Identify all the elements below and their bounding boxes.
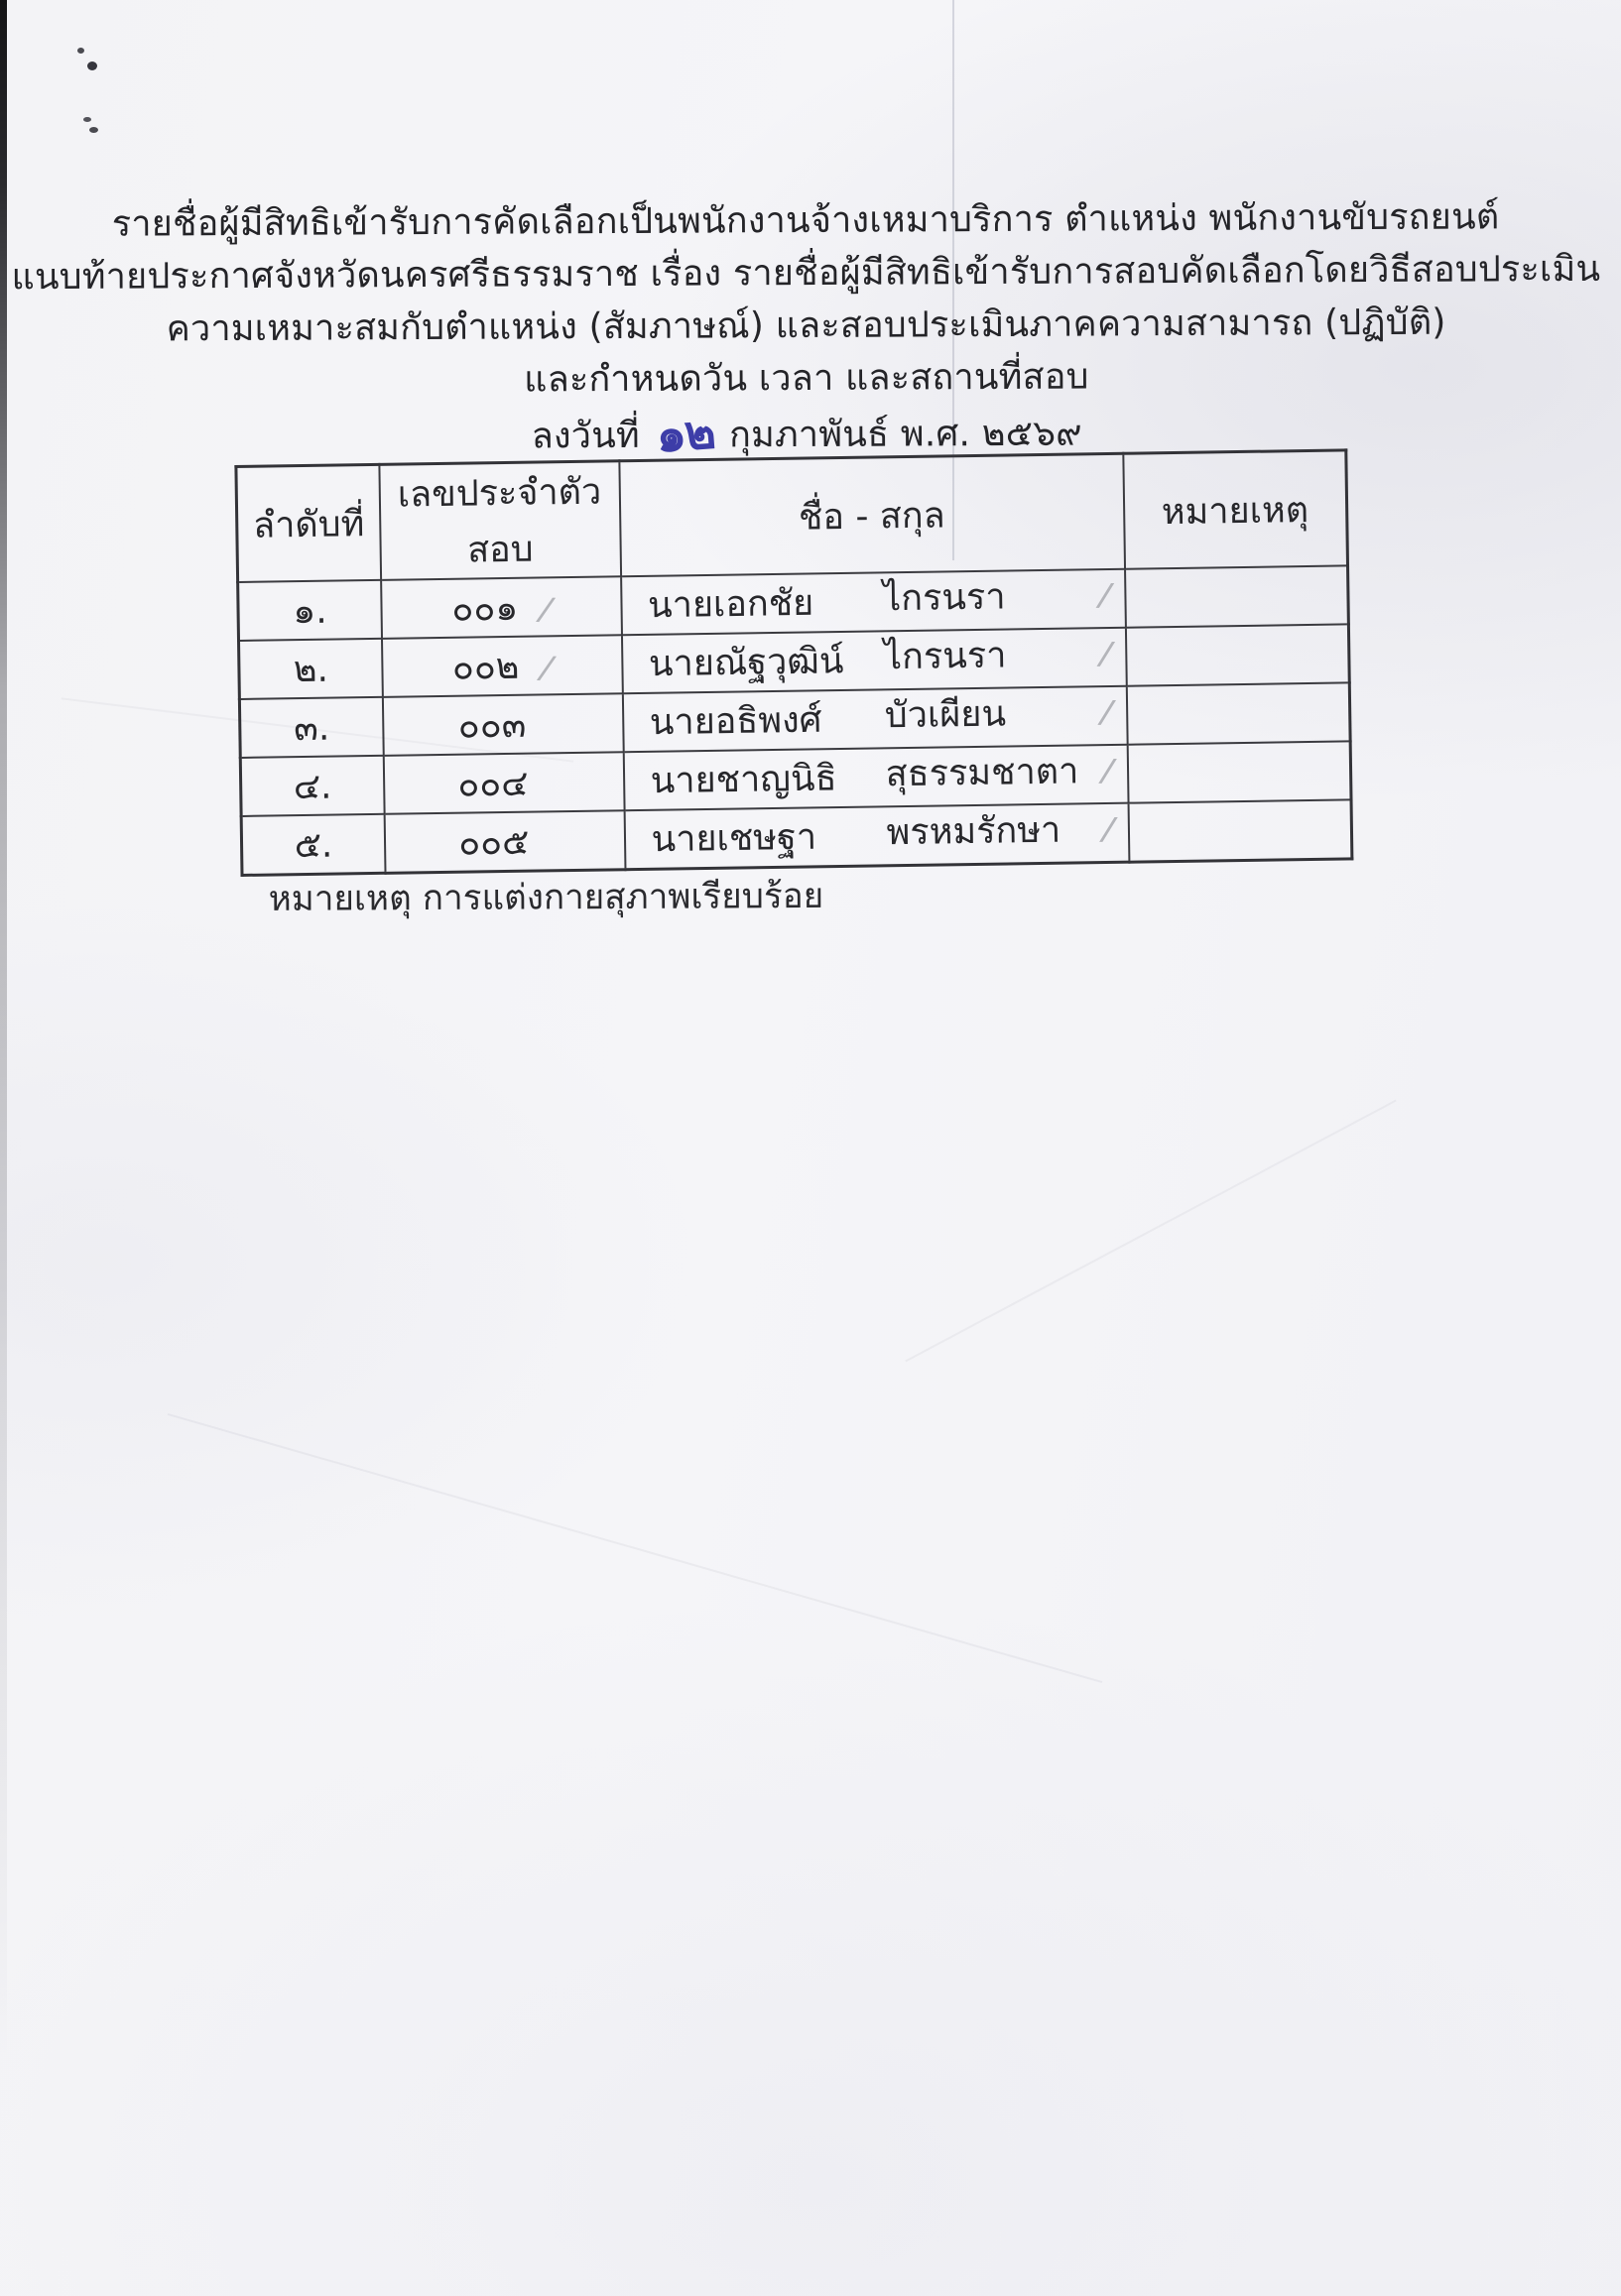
pencil-check-mark: / — [1093, 577, 1116, 613]
order-number-cell: ๓. — [239, 697, 383, 758]
exam-id-cell — [383, 693, 624, 756]
exam-id-cell — [381, 576, 622, 639]
first-name: นายอธิพงศ์ — [649, 699, 822, 743]
exam-id: ๐๐๔ — [456, 763, 529, 805]
header-order-number: ลำดับที่ — [236, 464, 381, 582]
candidate-roster-table — [234, 448, 1353, 877]
header-note: หมายเหตุ — [1123, 450, 1348, 569]
header-full-name: ชื่อ - สกุล — [619, 453, 1125, 576]
name-cell — [624, 803, 1129, 870]
exam-id-cell — [384, 810, 625, 873]
last-name: ไกรนรา — [882, 575, 1006, 619]
note-cell — [1127, 741, 1351, 802]
order-number-cell: ๒. — [239, 639, 383, 699]
title-line-3: ความเหมาะสมกับตำแหน่ง (สัมภาษณ์) และสอบประเมินภาคความสามารถ (ปฏิบัติ) — [166, 302, 1446, 350]
name-cell — [623, 745, 1128, 811]
pencil-check-mark: / — [1094, 636, 1117, 671]
first-name: นายเอกชัย — [647, 582, 814, 626]
pencil-check-mark: / — [1096, 753, 1119, 788]
pencil-check-mark: / — [533, 592, 558, 628]
order-number-cell: ๑. — [238, 580, 382, 641]
header-exam-id: เลขประจำตัวสอบ — [379, 461, 620, 580]
exam-id: ๐๐๒ — [451, 646, 520, 688]
first-name: นายณัฐวุฒิน์ — [648, 640, 844, 684]
title-line-2: แนบท้ายประกาศจังหวัดนครศรีธรรมราช เรื่อง รายชื่อผู้มีสิทธิเข้ารับการสอบคัดเลือกโดยวิธีสอบประเมิน — [11, 248, 1601, 299]
pencil-check-mark: / — [535, 651, 559, 686]
last-name: บัวเผียน — [884, 692, 1007, 736]
name-cell — [622, 686, 1127, 753]
exam-id: ๐๐๓ — [457, 704, 527, 747]
order-number-cell: ๔. — [240, 756, 384, 816]
title-line-4: และกำหนดวัน เวลา และสถานที่สอบ — [524, 356, 1089, 401]
first-name: นายเชษฐา — [651, 816, 817, 860]
title-line-1: รายชื่อผู้มีสิทธิเข้ารับการคัดเลือกเป็นพนักงานจ้างเหมาบริการ ตำแหน่ง พนักงานขับรถยนต์ — [111, 196, 1500, 245]
document-title-block — [0, 190, 1617, 466]
note-cell — [1126, 682, 1350, 744]
table-header-row — [236, 450, 1348, 582]
name-cell — [621, 569, 1126, 636]
pencil-check-mark: / — [1097, 811, 1119, 847]
exam-id: ๐๐๕ — [457, 821, 530, 864]
order-number-cell: ๕. — [241, 814, 385, 876]
dress-code-remark: หมายเหตุ การแต่งกายสุภาพเรียบร้อย — [268, 876, 824, 919]
last-name: ไกรนรา — [883, 634, 1007, 677]
handwritten-date-number: ๑๒ — [654, 404, 716, 464]
date-prefix: ลงวันที่ — [531, 415, 641, 457]
last-name: สุธรรมชาตา — [885, 750, 1079, 794]
first-name: นายชาญนิธิ — [650, 757, 837, 801]
note-cell — [1128, 799, 1352, 862]
date-rest: กุมภาพันธ์ พ.ศ. ๒๕๖๙ — [728, 413, 1082, 456]
pencil-check-mark: / — [1095, 694, 1118, 730]
exam-id-cell — [384, 752, 625, 814]
exam-id-cell — [382, 635, 623, 697]
note-cell — [1125, 565, 1349, 627]
exam-id: ๐๐๑ — [451, 587, 519, 630]
name-cell — [622, 628, 1127, 694]
note-cell — [1125, 624, 1349, 685]
last-name: พรหมรักษา — [886, 809, 1061, 853]
